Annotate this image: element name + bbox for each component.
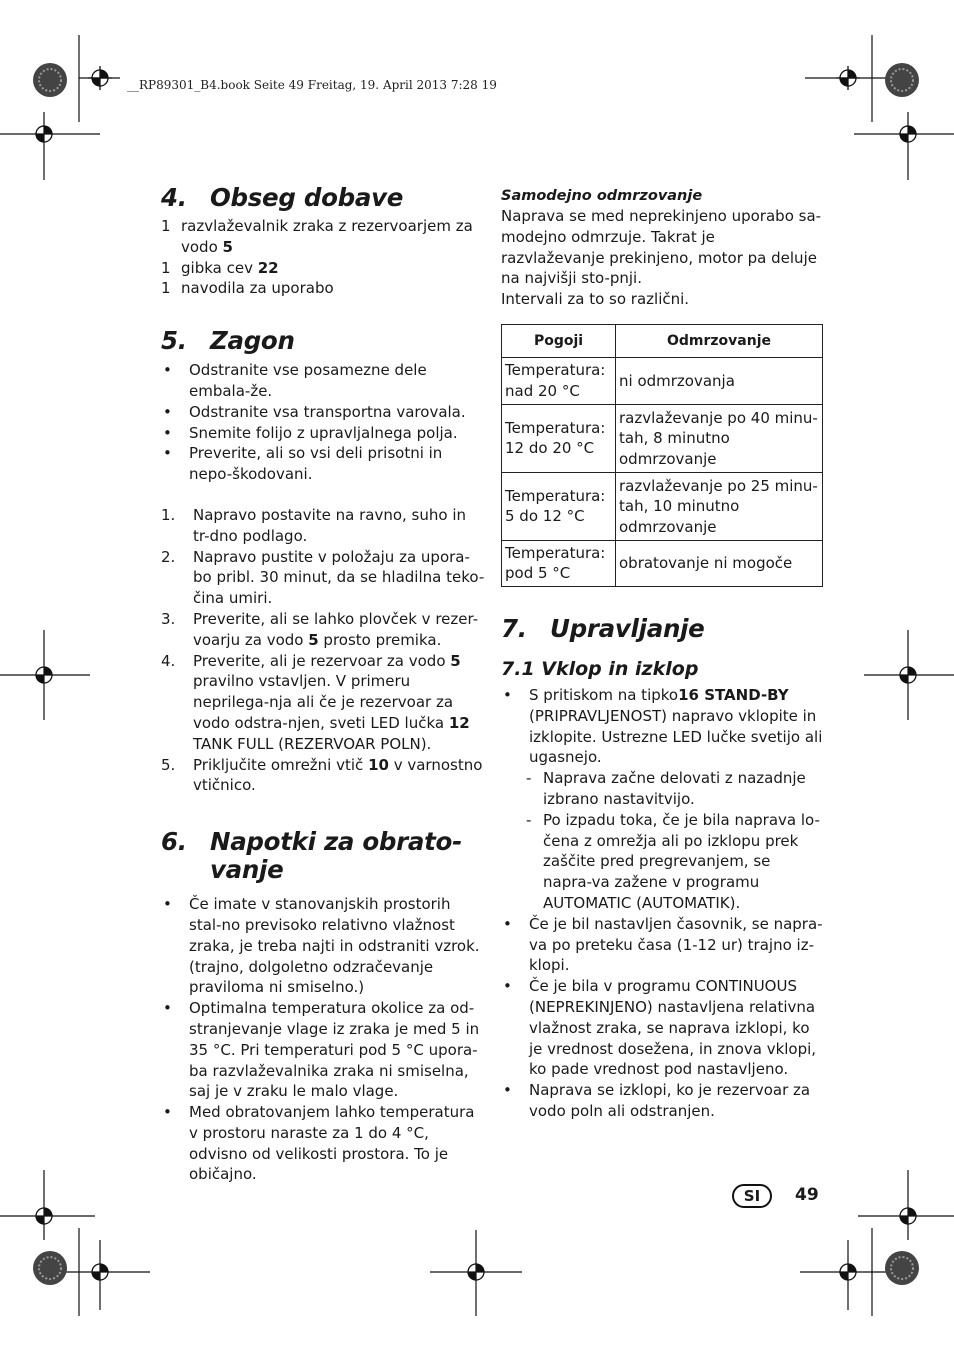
bullet-text: Optimalna temperatura okolice za od-stranjevanje vlage iz zraka je med 5 in 35 °C. Pri temperaturi pod 5 °C upora-ba razvlaževalnika zraka ni smiselna, saj je v zraku le malo vlage. [189, 999, 480, 1101]
table-header-row [502, 324, 823, 357]
subheading-vklop: 7.1 Vklop in izklop [501, 657, 699, 680]
bullet-text: Naprava se izklopi, ko je rezervoar za vodo poln ali odstranjen. [529, 1081, 811, 1120]
quantity: 1 [161, 217, 171, 235]
list-item [161, 258, 486, 279]
left-column [161, 184, 486, 1185]
paragraph: Naprava se med neprekinjeno uporabo sa-modejno odmrzuje. Takrat je razvlaževanje prekinjeno, motor pa deluje na najvišji sto-pnji. [501, 207, 822, 288]
ref-number: 5 [450, 651, 461, 670]
ref-number: 5 [308, 630, 319, 649]
bullet-item: • S pritiskom na tipko16 STAND-BY (PRIPRAVLJENOST) napravo vklopite in izklopite. Ustrezne LED lučke svetijo ali ugasnejo. [503, 685, 823, 767]
list-item [161, 278, 486, 299]
list-item [161, 216, 486, 258]
section-number: 5. [161, 326, 187, 356]
bullet-text: Snemite folijo z upravljalnega polja. [189, 423, 458, 442]
heading-obseg-dobave [161, 184, 486, 212]
bullet-text: Če imate v stanovanjskih prostorih stal-no previsoko relativno vlažnost zraka, je treba najti in odstraniti vzrok. (trajno, dolgoletno odzračevanje praviloma ni smiselno.) [189, 895, 480, 997]
table-cell: razvlaževanje po 40 minu-tah, 8 minutno odmrzovanje [616, 404, 823, 472]
item-text: navodila za uporabo [181, 279, 334, 298]
file-header: __RP89301_B4.book Seite 49 Freitag, 19. April 2013 7:28 19 [127, 78, 497, 92]
item-text: razvlaževalnik zraka z rezervoarjem za vodo [181, 217, 473, 256]
table-row [502, 357, 823, 404]
heading-napotki [161, 828, 486, 884]
column-header: Odmrzovanje [616, 324, 823, 357]
dash-item: - Naprava začne delovati z nazadnje izbrano nastavitvijo. [501, 768, 823, 810]
ref-number: 22 [257, 258, 279, 277]
table-row [502, 472, 823, 540]
bullet-item: • Optimalna temperatura okolice za od-stranjevanje vlage iz zraka je med 5 in 35 °C. Pri temperaturi pod 5 °C upora-ba razvlaževalnika zraka ni smiselna, saj je v zraku le malo vlage. [161, 998, 486, 1102]
right-column [501, 186, 823, 1122]
bullet-text: Odstranite vse posamezne dele embala-že. [189, 361, 427, 400]
section-title: Napotki za obrato-vanje [210, 827, 462, 885]
bullet-item: • Odstranite vsa transportna varovala. [161, 402, 486, 423]
heading-zagon [161, 327, 486, 355]
subheading-samodejno: Samodejno odmrzovanje [501, 188, 703, 204]
section-number: 4. [161, 183, 187, 212]
step-text: Napravo postavite na ravno, suho in tr-dno podlago. [193, 505, 466, 545]
bullet-text: Preverite, ali so vsi deli prisotni in nepo-škodovani. [189, 444, 443, 484]
defrost-table [501, 324, 823, 587]
quantity: 1 [161, 279, 171, 298]
bullet-item: • Če imate v stanovanjskih prostorih stal-no previsoko relativno vlažnost zraka, je treba najti in odstraniti vzrok. (trajno, dolgoletno odzračevanje praviloma ni smiselno.) [161, 894, 486, 998]
table-cell: Temperatura: pod 5 °C [502, 540, 616, 586]
table-cell: Temperatura: nad 20 °C [502, 357, 616, 404]
ref-number: 10 [368, 755, 389, 774]
bullet-item: • Odstranite vse posamezne dele embala-že. [161, 360, 486, 402]
table-cell: Temperatura: 12 do 20 °C [502, 404, 616, 472]
numbered-step: 5. Priključite omrežni vtič 10 v varnostno vtičnico. [161, 755, 483, 795]
section-title: Upravljanje [550, 613, 705, 643]
page-number: 49 [795, 1185, 819, 1205]
paragraph: Intervali za to so različni. [501, 290, 690, 309]
table-cell: ni odmrzovanja [616, 357, 823, 404]
language-badge: SI [732, 1184, 772, 1208]
bullet-text: Če je bila v programu CONTINUOUS (NEPREKINJENO) nastavljena relativna vlažnost zraka, se naprava izklopi, ko je vrednost dosežena, in znova vklopi, ko pade vrednost pod nastavljeno. [529, 977, 817, 1079]
quantity: 1 [161, 258, 171, 277]
table-cell: razvlaževanje po 25 minu-tah, 10 minutno odmrzovanje [616, 472, 823, 540]
dash-text: Naprava začne delovati z nazadnje izbrano nastavitvijo. [543, 769, 806, 808]
bullet-item: • Naprava se izklopi, ko je rezervoar za vodo poln ali odstranjen. [501, 1080, 823, 1122]
bullet-text: Če je bil nastavljen časovnik, se napra-va po preteku časa (1-12 ur) trajno iz-klopi. [529, 914, 823, 975]
section-title: Zagon [210, 326, 295, 356]
section-title: Obseg dobave [210, 183, 404, 212]
table-row [502, 404, 823, 472]
table-cell: obratovanje ni mogoče [616, 540, 823, 586]
bullet-item: • Če je bila v programu CONTINUOUS (NEPREKINJENO) nastavljena relativna vlažnost zraka, se naprava izklopi, ko je vrednost dosežena, in znova vklopi, ko pade vrednost pod nastavljeno. [501, 976, 823, 1080]
table-cell: Temperatura: 5 do 12 °C [502, 472, 616, 540]
item-text: gibka cev [181, 258, 258, 277]
numbered-step: 4. Preverite, ali je rezervoar za vodo 5 pravilno vstavljen. V primeru neprilega-nja ali če je rezervoar za vodo odstra-njen, sveti LED lučka 12 TANK FULL (REZERVOAR POLN). [161, 651, 470, 753]
column-header: Pogoji [502, 324, 616, 357]
ref-number: 12 [448, 713, 470, 732]
bullet-item: • Snemite folijo z upravljalnega polja. [161, 423, 486, 444]
bullet-item: • Preverite, ali so vsi deli prisotni in nepo-škodovani. [161, 443, 486, 485]
ref-number: 5 [222, 237, 233, 256]
table-row [502, 540, 823, 586]
section-number: 6. [161, 827, 187, 857]
bullet-text: Odstranite vsa transportna varovala. [189, 402, 466, 421]
dash-text: Po izpadu toka, če je bila naprava lo-čena z omrežja ali po izklopu prek zaščite pred pregrevanjem, se napra-va zažene v programu AUTOMATIC (AUTOMATIK). [543, 810, 820, 912]
section-number: 7. [501, 613, 527, 643]
bullet-text: Med obratovanjem lahko temperatura v prostoru naraste za 1 do 4 °C, odvisno od velikosti prostora. To je običajno. [189, 1103, 475, 1184]
numbered-step: 3. Preverite, ali se lahko plovček v rezer-voarju za vodo 5 prosto premika. [161, 609, 479, 649]
numbered-step: 1. Napravo postavite na ravno, suho in tr-dno podlago. [161, 505, 486, 547]
dash-item: - Po izpadu toka, če je bila naprava lo-čena z omrežja ali po izklopu prek zaščite pred pregrevanjem, se napra-va zažene v programu AUTOMATIC (AUTOMATIK). [501, 810, 823, 914]
bullet-item: • Med obratovanjem lahko temperatura v prostoru naraste za 1 do 4 °C, odvisno od velikosti prostora. To je običajno. [161, 1102, 486, 1185]
key-label: 16 STAND-BY [678, 685, 789, 704]
step-text: Napravo pustite v položaju za upora-bo pribl. 30 minut, da se hladilna teko-čina umiri. [193, 547, 485, 608]
heading-upravljanje [501, 615, 823, 643]
bullet-item: • Če je bil nastavljen časovnik, se napra-va po preteku časa (1-12 ur) trajno iz-klopi. [503, 914, 823, 975]
numbered-step: 2. Napravo pustite v položaju za upora-bo pribl. 30 minut, da se hladilna teko-čina umiri. [161, 547, 485, 608]
